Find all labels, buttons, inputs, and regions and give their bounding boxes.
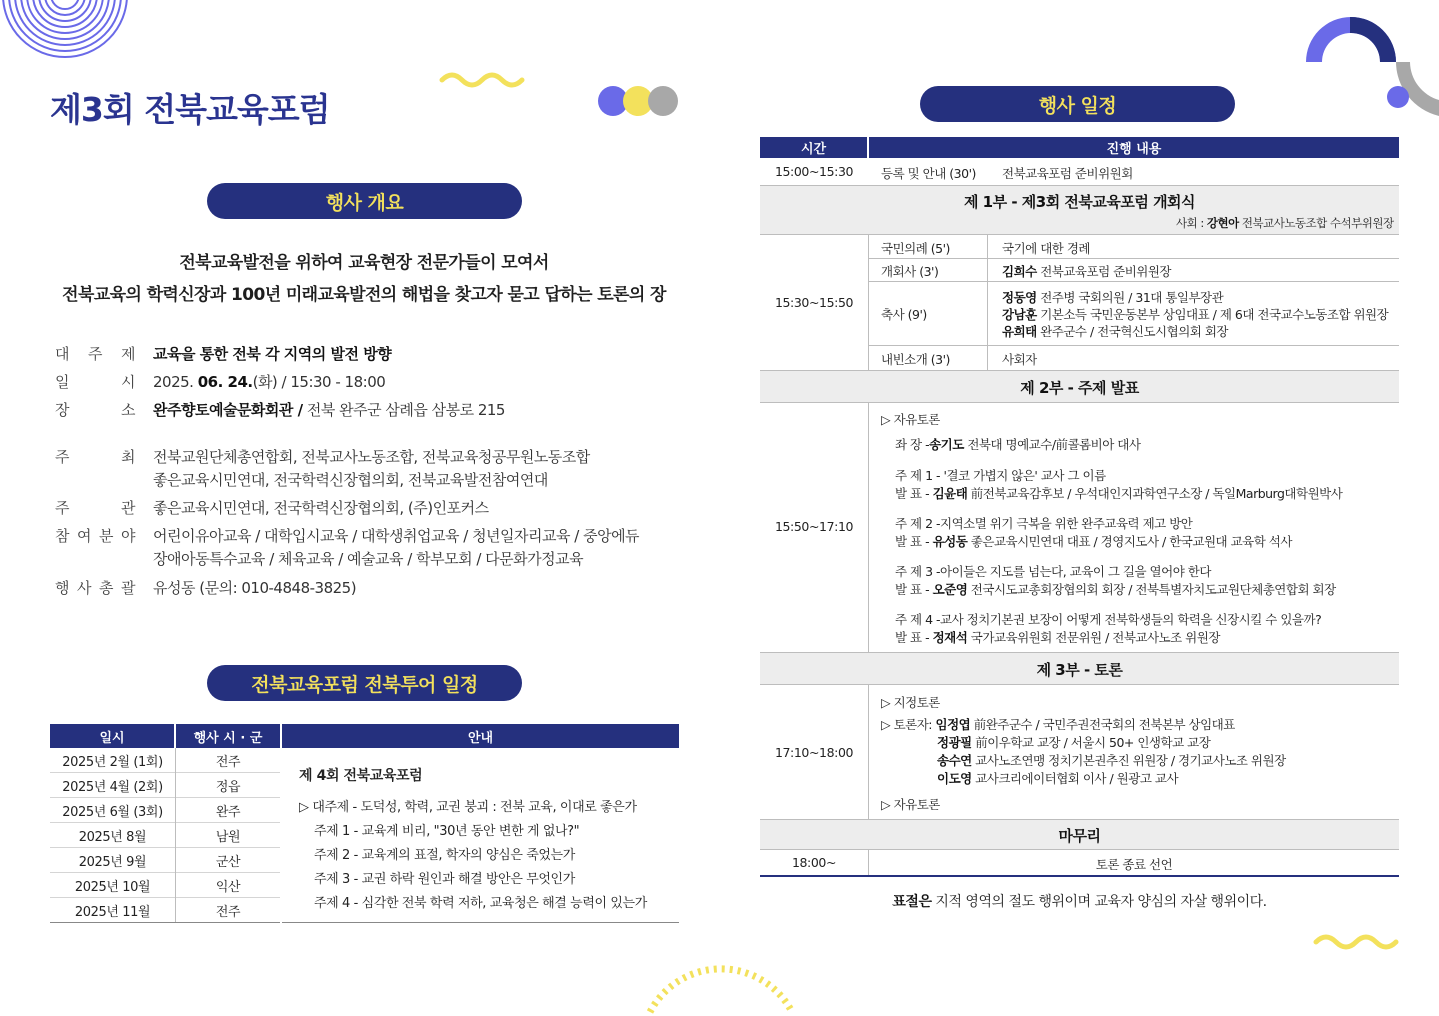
concentric-circle-decoration (3, 0, 127, 57)
divider (987, 234, 988, 371)
part1-time: 15:30~15:50 (774, 295, 854, 310)
tour-row-city: 익산 (176, 873, 280, 898)
gray-arc-decoration (1396, 62, 1439, 116)
divider (175, 748, 176, 923)
info-label: 참 여 분 야 (55, 527, 135, 545)
topic-presenter: 발 표 - 유성동 좋은교육시민연대 대표 / 경영지도사 / 한국교원대 교육학 석사 (895, 534, 1292, 549)
intro-line-2: 전북교육의 학력신장과 100년 미래교육발전의 해법을 찾고자 묻고 답하는 토론의 장 (62, 285, 666, 305)
overview-heading: 행사 개요 (207, 183, 522, 219)
part1-mc: 사회 : 강현아 전북교사노동조합 수석부위원장 (1176, 216, 1394, 230)
tour-row-city: 군산 (176, 848, 280, 873)
divider (868, 281, 1399, 282)
fields-line-2: 장애아동특수교육 / 체육교육 / 예술교육 / 학부모회 / 다문화가정교육 (153, 550, 584, 568)
forum-title: 제3회 전북교육포럼 (50, 90, 330, 129)
reg-detail: 전북교육포럼 준비위원회 (1002, 166, 1133, 181)
panel-line: 이도영 교사크리에이터협회 이사 / 원광고 교사 (937, 771, 1179, 786)
gray-dot (648, 86, 678, 116)
dotted-arc-decoration (650, 969, 792, 1012)
tour-row-date: 2025년 10월 (50, 873, 175, 898)
tour-row-city: 완주 (176, 798, 280, 823)
part3-title: 제 3부 - 토론 (1036, 661, 1123, 679)
panel-line: 정광필 前이우학교 교장 / 서울시 50+ 인생학교 교장 (937, 735, 1211, 750)
divider (760, 234, 1399, 235)
date-value: 2025. 06. 24.(화) / 15:30 - 18:00 (153, 373, 386, 391)
yellow-wave-decoration-2 (1316, 937, 1396, 947)
divider (760, 402, 1399, 403)
divider (50, 922, 280, 923)
topic-presenter: 발 표 - 오준영 전국시도교총회장협의회 회장 / 전북특별자치도교원단체총연합회 회장 (895, 582, 1336, 597)
info-label: 대 주 제 (55, 345, 135, 363)
guide-item: 주제 3 - 교권 하락 원인과 해결 방안은 무엇인가 (314, 872, 575, 887)
tour-header-guide: 안내 (282, 724, 679, 748)
tour-row-date: 2025년 4월 (2회) (50, 773, 175, 798)
tour-row-date: 2025년 2월 (1회) (50, 748, 175, 773)
footer-quote: 표절은 지적 영역의 절도 행위이며 교육자 양심의 자살 행위이다. (892, 894, 1267, 910)
info-label: 장 소 (55, 401, 135, 419)
congrats-line: 강남훈 기본소득 국민운동본부 상임대표 / 제 6대 전국교수노동조합 위원장 (1002, 307, 1389, 322)
organizer-value: 좋은교육시민연대, 전국학력신장협의회, (주)인포커스 (153, 499, 489, 517)
yellow-wave-decoration (442, 75, 522, 85)
guide-item: 주제 2 - 교육계의 표절, 학자의 양심은 죽었는가 (314, 848, 575, 863)
closing-time: 18:00~ (791, 855, 837, 870)
part1-item: 내빈소개 (3') (881, 352, 950, 367)
tour-row-city: 남원 (176, 823, 280, 848)
part1-detail: 김희수 전북교육포럼 준비위원장 (1002, 264, 1172, 279)
fields-line-1: 어린이유아교육 / 대학입시교육 / 대학생취업교육 / 청년일자리교육 / 중앙에듀 (153, 527, 640, 545)
tour-row-city: 전주 (176, 898, 280, 923)
divider (760, 849, 1399, 850)
host-line-2: 좋은교육시민연대, 전국학력신장협의회, 전북교육발전참여연대 (153, 471, 548, 489)
topic-presenter: 발 표 - 김윤태 前전북교육감후보 / 우석대인지과학연구소장 / 독일Marburg대학원박사 (895, 486, 1343, 501)
designated-discussion: ▷ 지정토론 (881, 695, 940, 710)
navy-arc-decoration (1306, 17, 1396, 62)
part1-detail: 국기에 대한 경례 (1002, 241, 1090, 256)
part1-detail: 사회자 (1002, 352, 1037, 367)
topic-title: 주 제 3 -아이들은 지도를 넘는다, 교육이 그 길을 열어야 한다 (895, 564, 1211, 579)
part3-time: 17:10~18:00 (774, 745, 854, 760)
part1-title: 제 1부 - 제3회 전북교육포럼 개회식 (963, 193, 1196, 211)
reg-item: 등록 및 안내 (30') (881, 166, 976, 181)
tour-header-city: 행사 시 · 군 (176, 724, 280, 748)
part1-item: 개회사 (3') (881, 264, 939, 279)
purple-ball (1387, 86, 1409, 108)
divider (868, 345, 1399, 346)
theme-value: 교육을 통한 전북 각 지역의 발전 방향 (153, 345, 392, 363)
guide-title: 제 4회 전북교육포럼 (299, 768, 423, 784)
part2-free-discussion: ▷ 자유토론 (881, 412, 940, 427)
tour-row-city: 전주 (176, 748, 280, 773)
part2-chair: 좌 장 -송기도 전북대 명예교수/前콜롬비아 대사 (895, 437, 1141, 452)
divider (868, 402, 869, 652)
part1-item: 축사 (9') (881, 307, 927, 322)
schedule-heading: 행사 일정 (920, 86, 1235, 122)
schedule-header-content: 진행 내용 (869, 137, 1399, 158)
divider (282, 922, 679, 923)
tour-heading: 전북교육포럼 전북투어 일정 (207, 665, 522, 701)
tour-row-date: 2025년 9월 (50, 848, 175, 873)
topic-title: 주 제 4 -교사 정치기본권 보장이 어떻게 전북학생들의 학력을 신장시킬 수 있을까? (895, 612, 1322, 627)
part3-free-discussion: ▷ 자유토론 (881, 797, 940, 812)
purple-dot (598, 86, 628, 116)
schedule-header-time: 시간 (760, 137, 867, 158)
tour-row-date: 2025년 8월 (50, 823, 175, 848)
divider (760, 875, 1399, 877)
yellow-dot (623, 86, 653, 116)
part2-title: 제 2부 - 주제 발표 (1020, 379, 1139, 397)
guide-main-topic: ▷ 대주제 - 도덕성, 학력, 교권 붕괴 : 전북 교육, 이대로 좋은가 (299, 800, 637, 815)
intro-line-1: 전북교육발전을 위하여 교육현장 전문가들이 모여서 (179, 253, 549, 273)
congrats-line: 정동영 전주병 국회의원 / 31대 통일부장관 (1002, 290, 1224, 305)
guide-item: 주제 4 - 심각한 전북 학력 저하, 교육청은 해결 능력이 있는가 (314, 896, 647, 911)
manager-value: 유성동 (문의: 010-4848-3825) (153, 579, 357, 597)
tour-row-date: 2025년 11월 (50, 898, 175, 923)
info-label: 행 사 총 괄 (55, 579, 135, 597)
divider (868, 234, 869, 371)
info-label: 주 관 (55, 499, 135, 517)
info-label: 주 최 (55, 448, 135, 466)
topic-title: 주 제 2 -지역소멸 위기 극복을 위한 완주교육력 제고 방안 (895, 516, 1193, 531)
part2-time: 15:50~17:10 (774, 519, 854, 534)
closing-title: 마무리 (1058, 827, 1101, 845)
panel-line: ▷ 토론자: 임정엽 前완주군수 / 국민주권전국회의 전북본부 상임대표 (881, 717, 1235, 732)
congrats-line: 유희태 완주군수 / 전국혁신도시협의회 회장 (1002, 324, 1228, 339)
divider (760, 684, 1399, 685)
closing-detail: 토론 종료 선언 (1095, 857, 1173, 872)
tour-header-date: 일시 (50, 724, 174, 748)
divider (868, 258, 1399, 259)
tour-row-city: 정읍 (176, 773, 280, 798)
part1-item: 국민의례 (5') (881, 241, 950, 256)
topic-presenter: 발 표 - 정재석 국가교육위원회 전문위원 / 전북교사노조 위원장 (895, 630, 1220, 645)
host-line-1: 전북교원단체총연합회, 전북교사노동조합, 전북교육청공무원노동조합 (153, 448, 590, 466)
reg-time: 15:00~15:30 (774, 164, 854, 179)
divider (868, 684, 869, 820)
tour-row-date: 2025년 6월 (3회) (50, 798, 175, 823)
panel-line: 송수연 교사노조연맹 정치기본권추진 위원장 / 경기교사노조 위원장 (937, 753, 1286, 768)
info-label: 일 시 (55, 373, 135, 391)
guide-item: 주제 1 - 교육계 비리, "30년 동안 변한 게 없나?" (314, 824, 580, 839)
topic-title: 주 제 1 - '결코 가볍지 않은' 교사 그 이름 (895, 468, 1106, 483)
place-value: 완주향토예술문화회관 / 전북 완주군 삼례읍 삼봉로 215 (153, 401, 505, 419)
navy-arc-inner (1350, 17, 1396, 62)
